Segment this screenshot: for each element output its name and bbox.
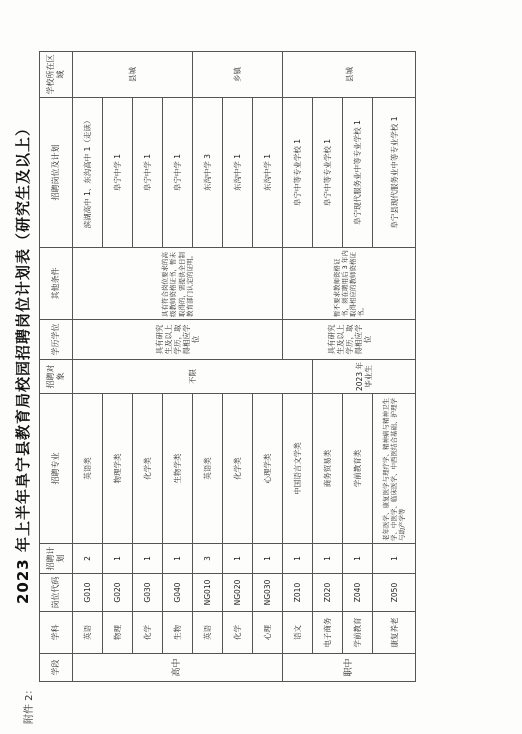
rotated-document bbox=[4, 2, 518, 732]
cell-subject: 生物 bbox=[163, 612, 193, 654]
attachment-label: 附件 2： bbox=[24, 684, 35, 724]
page-title: 2023 年上半年阜宁县教育局校园招聘岗位计划表（研究生及以上） bbox=[14, 120, 32, 604]
cell-code: Z040 bbox=[343, 574, 373, 612]
cell-code: G030 bbox=[133, 574, 163, 612]
cell-subject: 化学 bbox=[133, 612, 163, 654]
cell-code: Z020 bbox=[313, 574, 343, 612]
cell-condition-voc: 暂不要求教师资格证书，须在聘用后 3 年内取得相应的教师资格证书。 bbox=[283, 248, 416, 320]
cell-positions: 东沟中学 3 bbox=[193, 98, 223, 248]
header-target: 招聘对象 bbox=[40, 360, 73, 394]
cell-quota: 1 bbox=[313, 544, 343, 574]
cell-degree-voc: 具有研究生及以上学历，取得相应学位 bbox=[283, 320, 416, 360]
cell-major: 心理学类 bbox=[253, 394, 283, 544]
cell-subject: 英语 bbox=[73, 612, 103, 654]
cell-quota: 3 bbox=[193, 544, 223, 574]
cell-quota: 1 bbox=[373, 544, 416, 574]
section-vocational: 职中 bbox=[283, 654, 416, 682]
cell-region-voc: 县城 bbox=[283, 52, 416, 98]
table-row bbox=[73, 52, 103, 682]
cell-quota: 1 bbox=[103, 544, 133, 574]
cell-degree-high: 具有研究生及以上学历，取得相应学位 bbox=[73, 320, 283, 360]
cell-positions: 阜宁中等专业学校 1 bbox=[313, 98, 343, 248]
cell-subject: 学前教育 bbox=[343, 612, 373, 654]
cell-positions: 东沟中学 1 bbox=[223, 98, 253, 248]
cell-major: 中国语言文学类 bbox=[283, 394, 313, 544]
cell-quota: 1 bbox=[253, 544, 283, 574]
cell-positions: 滨湖高中 1、东沟高中 1（走读） bbox=[73, 98, 103, 248]
cell-subject: 心理 bbox=[253, 612, 283, 654]
cell-positions: 东沟中学 1 bbox=[253, 98, 283, 248]
cell-code: G020 bbox=[103, 574, 133, 612]
cell-code: NG010 bbox=[193, 574, 223, 612]
cell-positions: 阜宁现代服务业中等专业学校 1 bbox=[343, 98, 373, 248]
cell-major: 英语类 bbox=[73, 394, 103, 544]
cell-subject: 语文 bbox=[283, 612, 313, 654]
cell-quota: 1 bbox=[133, 544, 163, 574]
header-major: 招聘专业 bbox=[40, 394, 73, 544]
cell-major: 老年医学、康复医学与理疗学、精神病与精神卫生学、中医学、临床医学、中西医结合基础、护理学与助产学等 bbox=[373, 394, 416, 544]
table-header-row bbox=[40, 52, 73, 682]
cell-major: 学前教育类 bbox=[343, 394, 373, 544]
cell-region-county: 县城 bbox=[73, 52, 193, 98]
cell-major: 物理学类 bbox=[103, 394, 133, 544]
cell-subject: 电子商务 bbox=[313, 612, 343, 654]
cell-code: Z010 bbox=[283, 574, 313, 612]
cell-major: 生物学类 bbox=[163, 394, 193, 544]
section-high: 高中 bbox=[73, 654, 283, 682]
header-region: 学校所在区域 bbox=[40, 52, 73, 98]
cell-positions: 阜宁中等专业学校 1 bbox=[283, 98, 313, 248]
cell-major: 商务贸易类 bbox=[313, 394, 343, 544]
cell-positions: 阜宁中学 1 bbox=[163, 98, 193, 248]
cell-subject: 物理 bbox=[103, 612, 133, 654]
cell-code: NG020 bbox=[223, 574, 253, 612]
cell-region-town: 乡镇 bbox=[193, 52, 283, 98]
cell-subject: 康复养老 bbox=[373, 612, 416, 654]
cell-quota: 1 bbox=[163, 544, 193, 574]
header-code: 岗位代码 bbox=[40, 574, 73, 612]
cell-major: 化学类 bbox=[133, 394, 163, 544]
header-quota: 招聘计划 bbox=[40, 544, 73, 574]
table-row bbox=[313, 52, 343, 682]
header-positions: 招聘岗位及计划 bbox=[40, 98, 73, 248]
header-subject: 学科 bbox=[40, 612, 73, 654]
cell-code: Z050 bbox=[373, 574, 416, 612]
cell-condition-high: 具有符合岗位要求的高级教师资格证书，暂未取得的，需提供全日制教育部门认定的证明。 bbox=[73, 248, 283, 320]
cell-subject: 化学 bbox=[223, 612, 253, 654]
cell-quota: 1 bbox=[343, 544, 373, 574]
cell-target-all: 不限 bbox=[73, 360, 313, 394]
cell-positions: 阜宁县现代服务业中等专业学校 1 bbox=[373, 98, 416, 248]
cell-quota: 1 bbox=[223, 544, 253, 574]
cell-major: 化学类 bbox=[223, 394, 253, 544]
cell-major: 英语类 bbox=[193, 394, 223, 544]
header-degree: 学历学位 bbox=[40, 320, 73, 360]
cell-subject: 英语 bbox=[193, 612, 223, 654]
recruitment-table bbox=[39, 51, 416, 682]
cell-positions: 阜宁中学 1 bbox=[133, 98, 163, 248]
cell-code: G010 bbox=[73, 574, 103, 612]
header-other: 其他条件 bbox=[40, 248, 73, 320]
cell-quota: 2 bbox=[73, 544, 103, 574]
cell-code: NG030 bbox=[253, 574, 283, 612]
cell-code: G040 bbox=[163, 574, 193, 612]
cell-positions: 阜宁中学 1 bbox=[103, 98, 133, 248]
header-section: 学段 bbox=[40, 654, 73, 682]
cell-target-grad: 2023 年毕业生 bbox=[313, 360, 416, 394]
cell-quota: 1 bbox=[283, 544, 313, 574]
